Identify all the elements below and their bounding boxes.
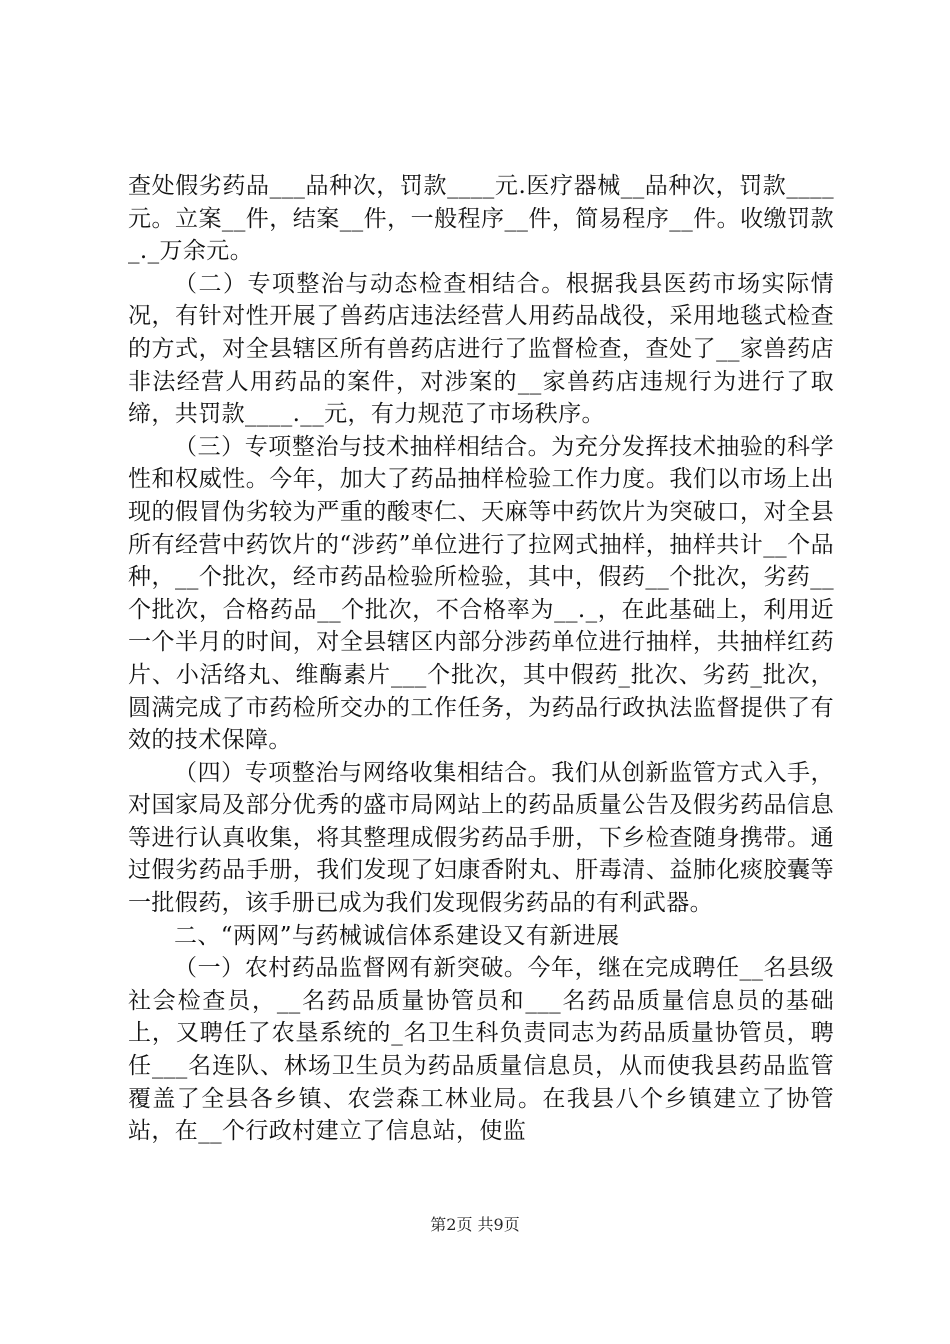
- paragraph-section-4: （四）专项整治与网络收集相结合。我们从创新监管方式入手，对国家局及部分优秀的盛市局网站上的药品质量公告及假劣药品信息等进行认真收集，将其整理成假劣药品手册，下乡检查随身携带。通过假劣药品手册，我们发现了妇康香附丸、肝毒清、益肺化痰胶囊等一批假药，该手册已成为我们发现假劣药品的有利武器。: [128, 759, 834, 917]
- section-heading-two: 二、“两网”与药械诚信体系建设又有新进展: [174, 922, 620, 949]
- page-footer: 第2页 共9页: [430, 1215, 520, 1234]
- body-text: [128, 170, 834, 1148]
- paragraph-section-2: （二）专项整治与动态检查相结合。根据我县医药市场实际情况，有针对性开展了兽药店违法经营人用药品战役，采用地毯式检查的方式，对全县辖区所有兽药店进行了监督检查，查处了__家兽药店非法经营人用药品的案件，对涉案的__家兽药店违规行为进行了取缔，共罚款____.__元，有力规范了市场秩序。: [128, 270, 834, 428]
- paragraph-section-3: （三）专项整治与技术抽样相结合。为充分发挥技术抽验的科学性和权威性。今年，加大了药品抽样检验工作力度。我们以市场上出现的假冒伪劣较为严重的酸枣仁、天麻等中药饮片为突破口，对全县所有经营中药饮片的“涉药”单位进行了拉网式抽样，抽样共计__个品种，__个批次，经市药品检验所检验，其中，假药__个批次，劣药__个批次，合格药品__个批次，不合格率为__._，在此基础上，利用近一个半月的时间，对全县辖区内部分涉药单位进行抽样，共抽样红药片、小活络丸、维酶素片___个批次，其中假药_批次、劣药_批次，圆满完成了市药检所交办的工作任务，为药品行政执法监督提供了有效的技术保障。: [128, 433, 834, 754]
- paragraph-continued: 查处假劣药品___品种次，罚款____元.医疗器械__品种次，罚款____元。立案__件，结案__件，一般程序__件，简易程序__件。收缴罚款_._万余元。: [128, 173, 834, 265]
- paragraph-section-2-1: （一）农村药品监督网有新突破。今年，继在完成聘任__名县级社会检查员，__名药品质量协管员和___名药品质量信息员的基础上，又聘任了农垦系统的_名卫生科负责同志为药品质量协管员，聘任___名连队、林场卫生员为药品质量信息员，从而使我县药品监管覆盖了全县各乡镇、农尝森工林业局。在我县八个乡镇建立了协管站，在__个行政村建立了信息站，使监: [128, 955, 834, 1145]
